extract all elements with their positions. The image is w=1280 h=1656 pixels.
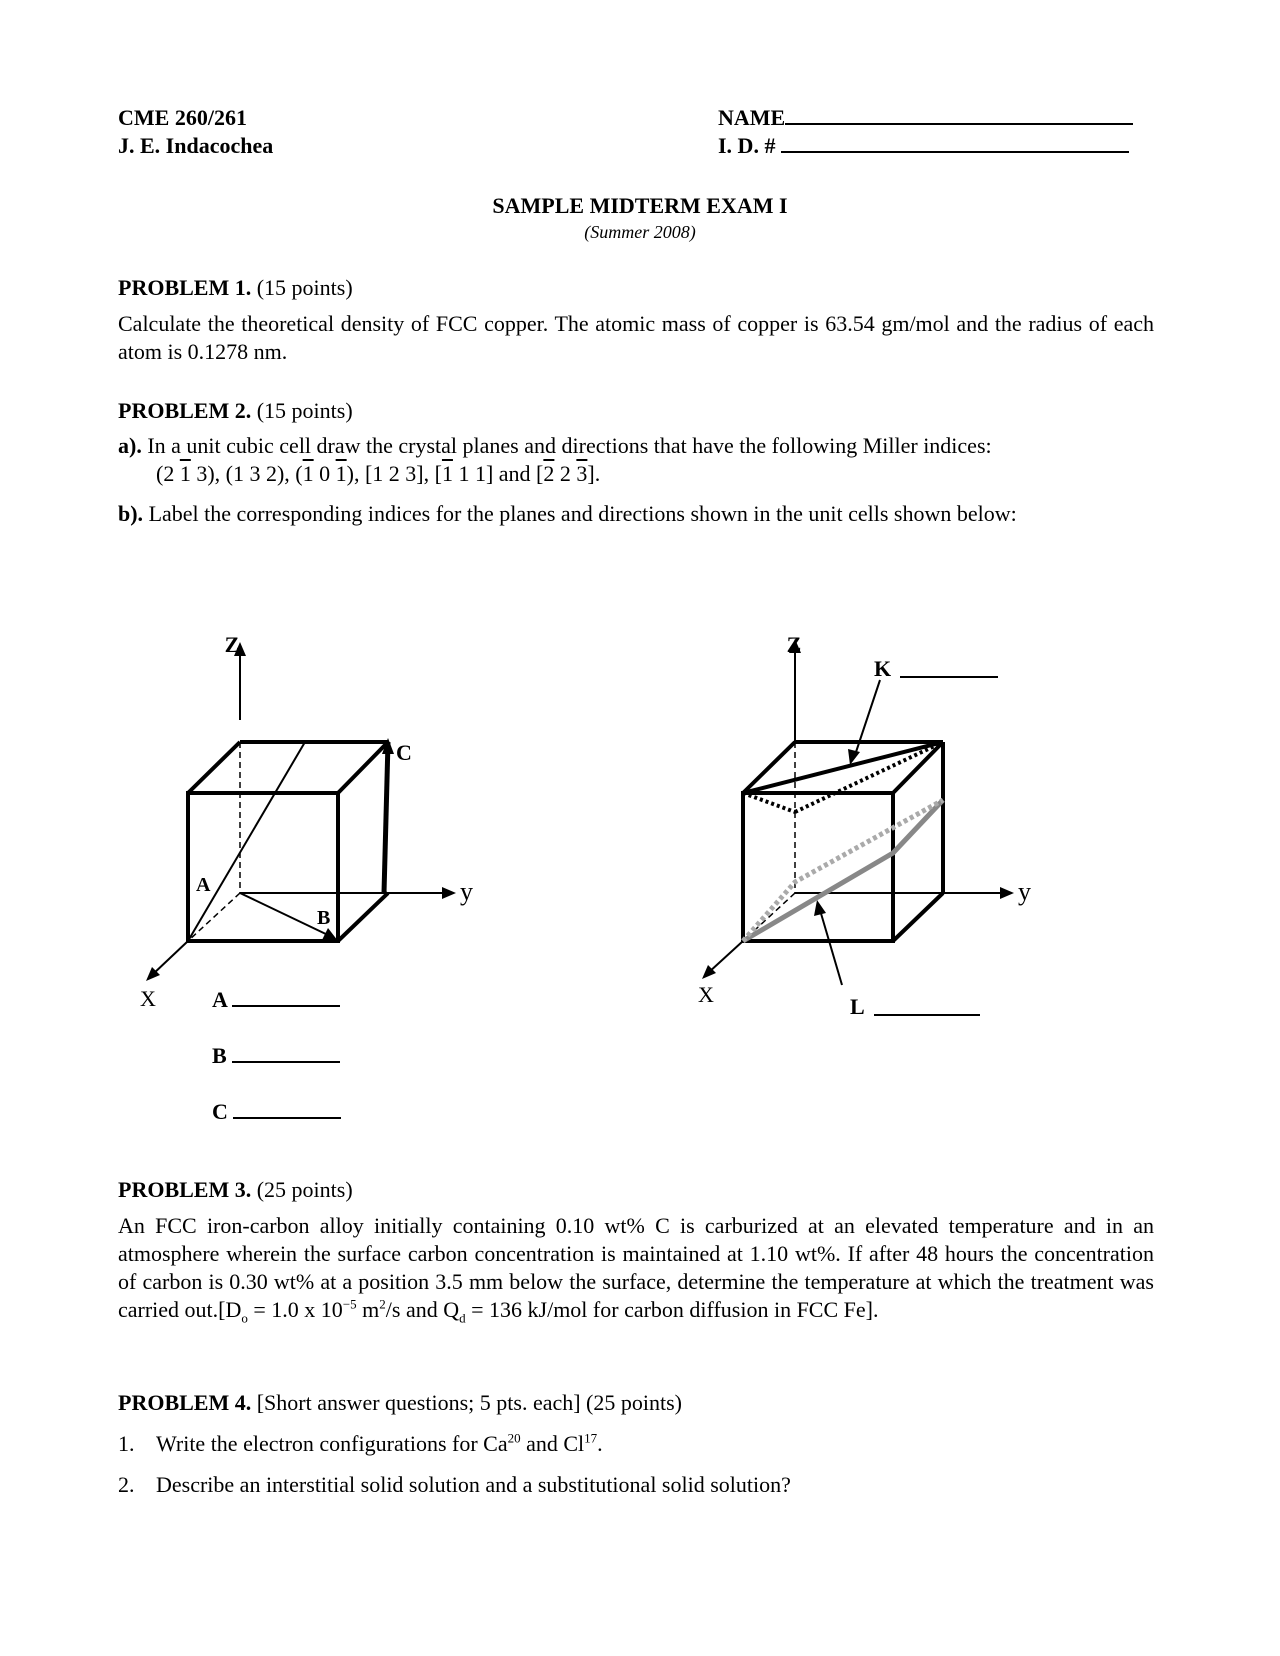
problem-3-heading: PROBLEM 3. (25 points) xyxy=(118,1177,353,1202)
pointer-L xyxy=(820,910,842,985)
name-field[interactable] xyxy=(718,104,1133,132)
id-blank xyxy=(781,133,1129,153)
name-blank xyxy=(785,105,1133,125)
left-hidden-edge-x xyxy=(188,893,240,941)
problem-2b: b). Label the corresponding indices for the planes and directions shown in the unit cells shown below: xyxy=(118,501,1017,526)
right-unit-cell xyxy=(702,639,1014,985)
problem-1-text: Calculate the theoretical density of FCC copper. The atomic mass of copper is 63.54 gm/mol and the radius of each atom is 0.1278 nm. xyxy=(118,311,1154,364)
left-y-arrow-icon xyxy=(442,887,456,899)
id-field[interactable] xyxy=(718,132,1129,160)
left-top-edge-3 xyxy=(338,742,388,793)
label-K: K xyxy=(874,656,892,681)
right-bottom-edge xyxy=(893,893,943,941)
problem-4-q1: 1. Write the electron configurations for Ca$^{20}$ and Cl$^{17}$. xyxy=(118,1430,603,1456)
direction-B-arrow-icon xyxy=(322,928,338,941)
plane-K-front-line xyxy=(743,742,943,793)
right-y-label: y xyxy=(1018,877,1031,906)
problem-1-heading: PROBLEM 1. (15 points) xyxy=(118,275,353,300)
plane-K-dotted-2 xyxy=(795,742,943,812)
name-label: NAME xyxy=(718,105,786,130)
course-code: CME 260/261 xyxy=(118,105,247,130)
problem-4-q2: 2. Describe an interstitial solid solution and a substitutional solid solution? xyxy=(118,1472,791,1497)
answer-A[interactable]: A xyxy=(212,986,340,1014)
answer-A-blank xyxy=(232,987,340,1007)
label-A: A xyxy=(196,874,211,896)
answer-B-blank xyxy=(232,1043,340,1063)
left-x-axis xyxy=(152,941,188,975)
left-bottom-edge xyxy=(338,893,388,941)
plane-K-dotted-1 xyxy=(743,793,795,812)
instructor-name: J. E. Indacochea xyxy=(118,133,274,158)
direction-C-line xyxy=(384,742,388,893)
exam-subtitle: (Summer 2008) xyxy=(584,222,696,242)
problem-3-text: An FCC iron-carbon alloy initially containing 0.10 wt% C is carburized at an elevated temperature and in an atmosphere wherein the surface carbon concentration is maintained at 1.10 wt%. If after 48 hours the concentration of carbon is 0.30 wt% at a position 3.5 mm below the surface, determine the temperature at which the treatment was carried $out.[D_o = 1.0$ x $10^{-5}$ $m^2/s$ and $Q_d = 136$ kJ/mol for carbon diffusion in FCC Fe]. xyxy=(118,1213,1154,1326)
left-unit-cell xyxy=(146,642,456,981)
miller-indices-list: (2 1 3), (1 3 2), (1 0 1), [1 2 3], [1 1 1] and [2 2 3]. xyxy=(156,461,601,486)
left-z-label: Z xyxy=(224,632,240,657)
answer-C[interactable]: C xyxy=(212,1098,341,1126)
label-C: C xyxy=(396,740,412,765)
label-L: L xyxy=(850,994,865,1019)
exam-title: SAMPLE MIDTERM EXAM I xyxy=(492,193,788,218)
problem-4-heading: PROBLEM 4. [Short answer questions; 5 pts. each] (25 points) xyxy=(118,1390,682,1415)
answer-C-blank xyxy=(233,1099,341,1119)
pointer-L-arrow-icon xyxy=(814,900,826,916)
right-y-arrow-icon xyxy=(1000,887,1014,899)
right-x-label: X xyxy=(698,982,714,1007)
unit-cell-figures xyxy=(0,600,1280,1120)
plane-A-line xyxy=(188,742,305,941)
id-label: I. D. # xyxy=(718,133,776,158)
left-x-label: X xyxy=(140,986,156,1011)
problem-2a: a). In a unit cubic cell draw the crystal planes and directions that have the following Miller indices: xyxy=(118,433,992,458)
answer-B[interactable]: B xyxy=(212,1042,340,1070)
left-y-label: y xyxy=(460,877,473,906)
right-z-label: Z xyxy=(786,632,802,657)
left-top-edge-1 xyxy=(188,742,240,793)
label-B: B xyxy=(317,907,331,929)
problem-2-heading: PROBLEM 2. (15 points) xyxy=(118,398,353,423)
right-x-axis xyxy=(708,941,743,973)
